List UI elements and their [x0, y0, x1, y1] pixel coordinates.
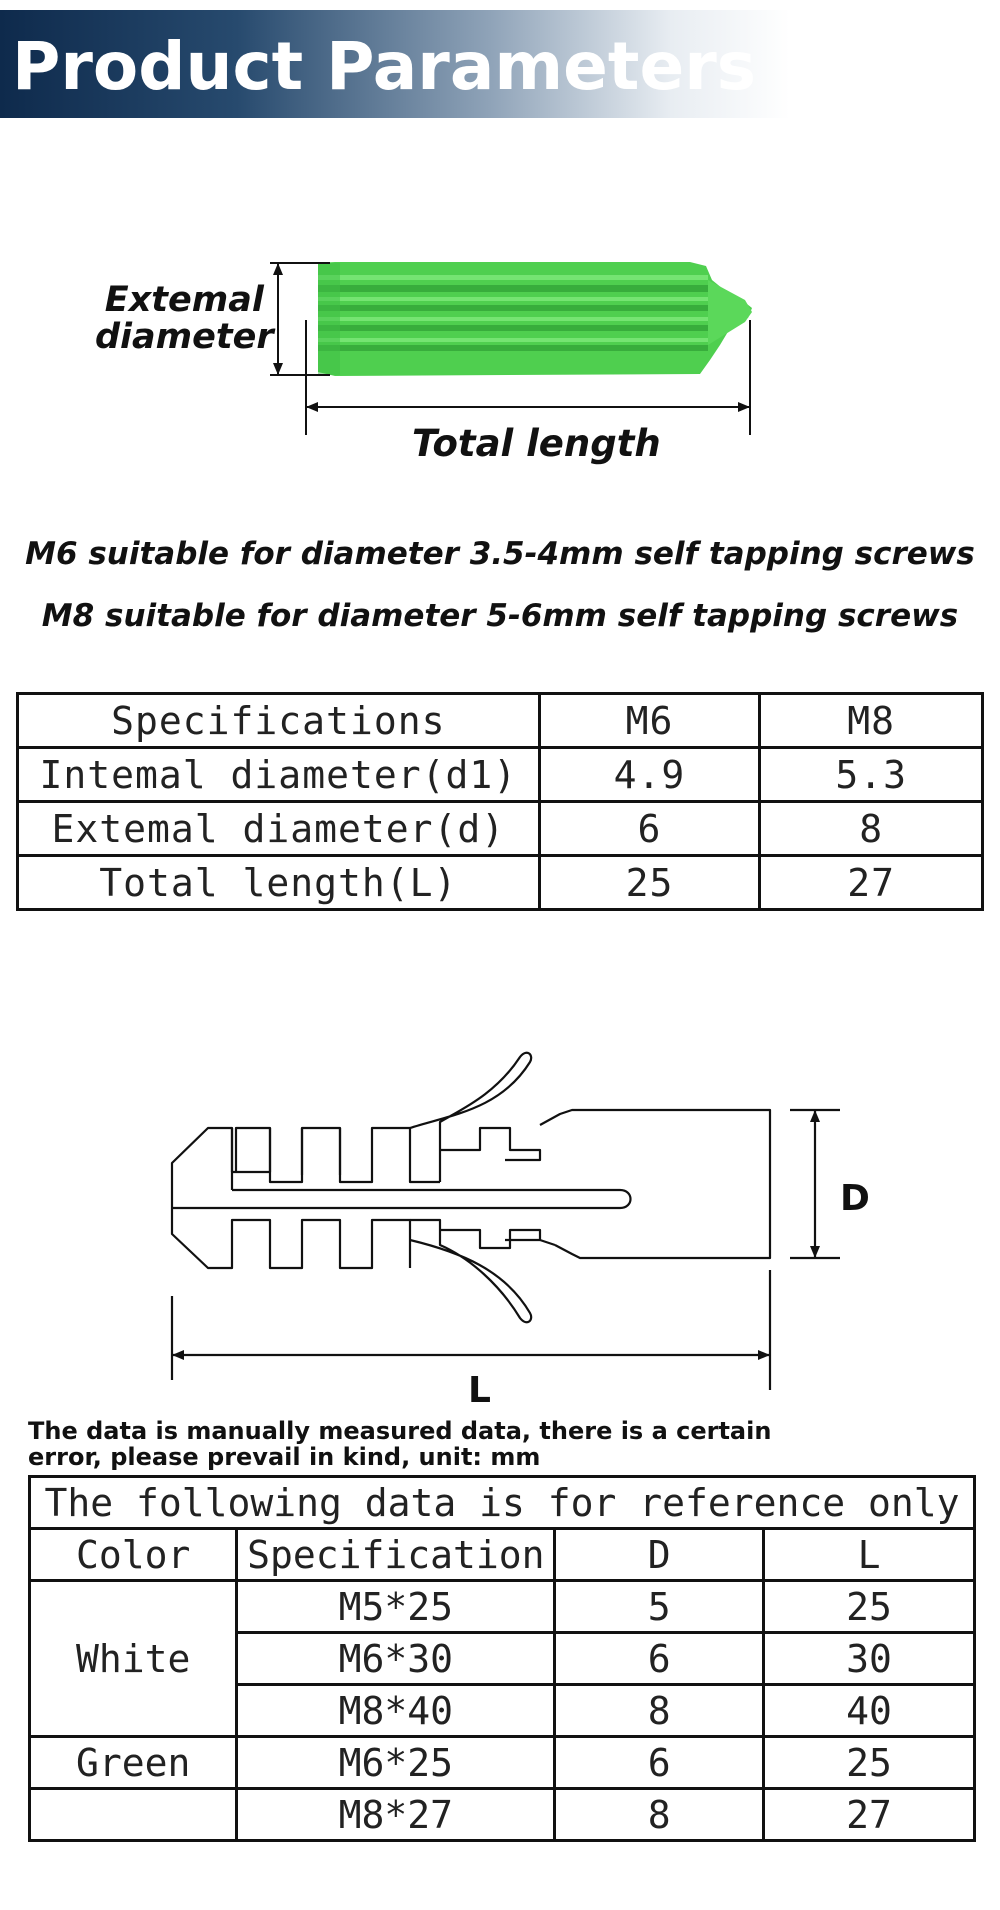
spec-cell: 6: [539, 802, 760, 856]
page-title: Product Parameters: [12, 28, 757, 105]
table-row: [30, 1737, 975, 1789]
ref-cell: M6*30: [237, 1633, 555, 1685]
spec-cell: Total length(L): [18, 856, 540, 910]
ref-cell: 6: [555, 1633, 764, 1685]
reference-table-header: [30, 1529, 975, 1581]
color-cell: White: [30, 1581, 237, 1737]
note-m8: M8 suitable for diameter 5-6mm self tapping screws: [41, 598, 959, 634]
ref-cell: 25: [764, 1581, 975, 1633]
anchor-line-diagram: [0, 1050, 1000, 1410]
spec-cell: 4.9: [539, 748, 760, 802]
ref-cell: M6*25: [237, 1737, 555, 1789]
spec-header-cell: M6: [539, 694, 760, 748]
spec-header-cell: Specifications: [18, 694, 540, 748]
table-row: [18, 856, 983, 910]
spec-cell: 25: [539, 856, 760, 910]
reference-table: [28, 1475, 976, 1842]
ref-cell: M5*25: [237, 1581, 555, 1633]
total-length-label: Total length: [412, 422, 661, 465]
upper-profile: [172, 1128, 232, 1190]
ref-cell: 8: [555, 1789, 764, 1841]
diameter-d-label: D: [840, 1178, 870, 1219]
ref-cell: 6: [555, 1737, 764, 1789]
ref-header-cell: Specification: [237, 1529, 555, 1581]
spec-header-cell: M8: [760, 694, 983, 748]
ref-header-cell: L: [764, 1529, 975, 1581]
table-row: [30, 1581, 975, 1633]
external-diameter-label: Extemal diameter: [95, 280, 274, 357]
spec-table: [16, 692, 984, 911]
note-m6: M6 suitable for diameter 3.5-4mm self tapping screws: [25, 536, 975, 572]
ref-cell: 30: [764, 1633, 975, 1685]
table-row: [18, 802, 983, 856]
ref-cell: 27: [764, 1789, 975, 1841]
table-row: [18, 748, 983, 802]
ref-cell: 25: [764, 1737, 975, 1789]
ref-header-cell: D: [555, 1529, 764, 1581]
table-row: [30, 1789, 975, 1841]
ref-cell: M8*27: [237, 1789, 555, 1841]
spec-table-header: [18, 694, 983, 748]
length-l-label: L: [468, 1370, 491, 1411]
ref-header-cell: Color: [30, 1529, 237, 1581]
color-cell: Green: [30, 1737, 237, 1789]
spec-cell: 27: [760, 856, 983, 910]
spec-cell: Intemal diameter(d1): [18, 748, 540, 802]
spec-cell: Extemal diameter(d): [18, 802, 540, 856]
reference-table-caption: The following data is for reference only: [30, 1477, 975, 1529]
ref-cell: 5: [555, 1581, 764, 1633]
spec-cell: 5.3: [760, 748, 983, 802]
ref-cell: 8: [555, 1685, 764, 1737]
color-cell: [30, 1789, 237, 1841]
disclaimer-text: The data is manually measured data, there is a certain error, please prevail in kind, unit: mm: [28, 1417, 772, 1471]
ref-cell: 40: [764, 1685, 975, 1737]
ref-cell: M8*40: [237, 1685, 555, 1737]
spec-cell: 8: [760, 802, 983, 856]
header-banner: [0, 10, 790, 118]
plug-body: [318, 262, 752, 376]
